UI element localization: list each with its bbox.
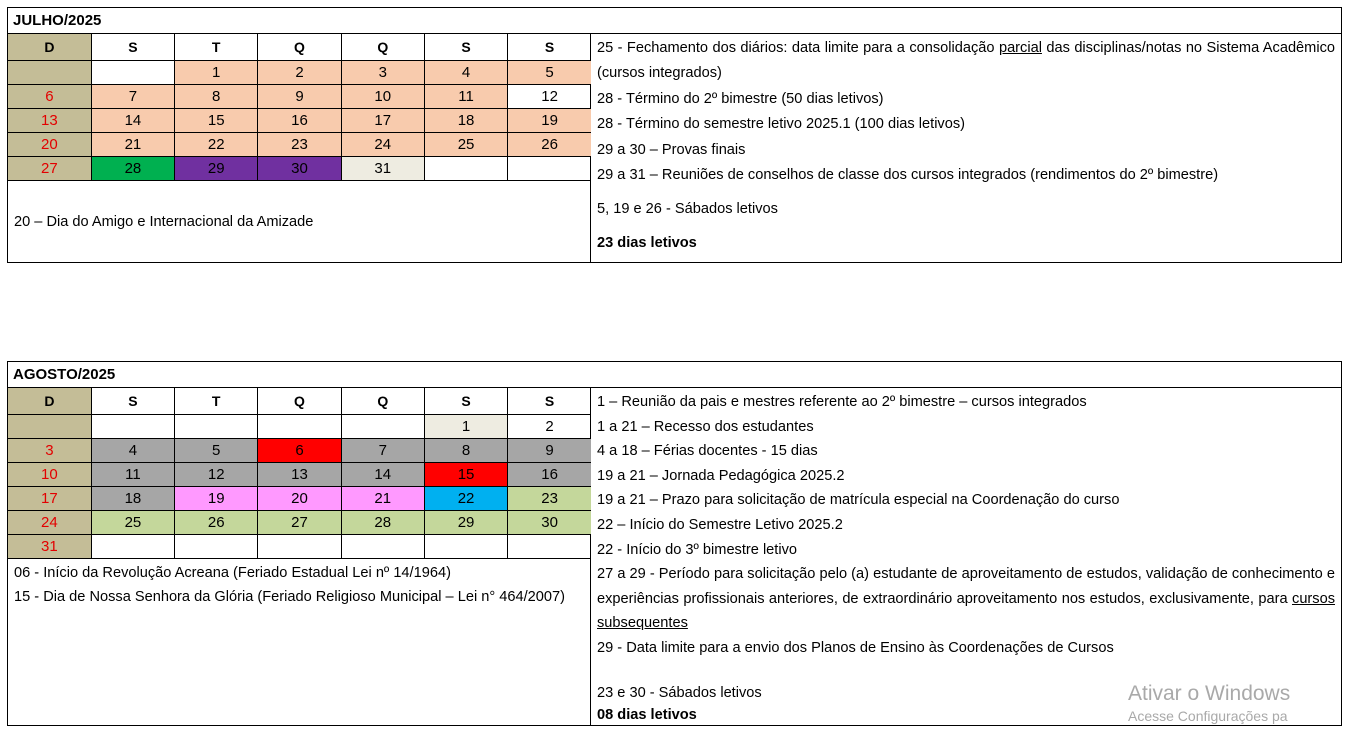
august-week-row — [8, 511, 591, 535]
august-event-6: 22 – Início do Semestre Letivo 2025.2 — [597, 516, 843, 533]
august-day-cell — [508, 535, 591, 559]
july-day-cell: 18 — [424, 109, 507, 133]
august-day-cell: 15 — [424, 463, 507, 487]
july-letivos-total: 23 dias letivos — [597, 234, 697, 251]
july-event-1 — [597, 36, 1335, 87]
july-day-cell: 21 — [91, 133, 174, 157]
august-week-row — [8, 487, 591, 511]
august-letivos-total: 08 dias letivos — [597, 707, 697, 724]
july-head-d: D — [8, 34, 91, 61]
july-events — [591, 34, 1341, 262]
july-event-1-text-end: das disciplinas/notas no Sistema Acadêmico (cursos integrados) — [597, 40, 1335, 82]
july-day-cell — [424, 157, 507, 181]
august-head-t: T — [175, 388, 258, 415]
july-day-cell: 26 — [508, 133, 591, 157]
august-events — [591, 388, 1341, 725]
august-note-2: 15 - Dia de Nossa Senhora da Glória (Feriado Religioso Municipal – Lei n° 464/2007) — [14, 589, 565, 605]
july-title: JULHO/2025 — [8, 8, 1341, 34]
july-header-row — [8, 34, 591, 61]
august-day-cell — [175, 415, 258, 439]
july-day-cell — [8, 61, 91, 85]
august-event-1: 1 – Reunião da pais e mestres referente ao 2º bimestre – cursos integrados — [597, 394, 1087, 410]
july-day-cell — [91, 61, 174, 85]
august-day-cell: 29 — [424, 511, 507, 535]
august-day-cell: 21 — [341, 487, 424, 511]
july-day-cell: 28 — [91, 157, 174, 181]
august-day-cell: 3 — [8, 439, 91, 463]
july-day-cell: 29 — [175, 157, 258, 181]
august-day-cell: 16 — [508, 463, 591, 487]
august-day-cell: 20 — [258, 487, 341, 511]
july-head-s1: S — [91, 34, 174, 61]
july-day-cell: 5 — [508, 61, 591, 85]
august-event-10: 23 e 30 - Sábados letivos — [597, 684, 762, 701]
july-day-cell: 19 — [508, 109, 591, 133]
july-day-cell: 1 — [175, 61, 258, 85]
july-day-cell: 7 — [91, 85, 174, 109]
august-day-cell: 17 — [8, 487, 91, 511]
august-header-row — [8, 388, 591, 415]
july-day-cell: 11 — [424, 85, 507, 109]
july-day-cell: 20 — [8, 133, 91, 157]
august-event-8-text: 27 a 29 - Período para solicitação pelo (a) estudante de aproveitamento de estudos, validação de conhecimento e experiências profissionais anteriores, de extraordinário aproveitamento nos estudos, exclusivamente, para — [597, 566, 1335, 607]
july-day-cell: 8 — [175, 85, 258, 109]
august-day-cell — [91, 535, 174, 559]
august-day-cell: 1 — [424, 415, 507, 439]
august-day-cell — [175, 535, 258, 559]
august-day-cell: 9 — [508, 439, 591, 463]
july-day-cell: 14 — [91, 109, 174, 133]
july-week-row — [8, 133, 591, 157]
july-day-cell: 27 — [8, 157, 91, 181]
july-day-cell: 23 — [258, 133, 341, 157]
august-day-cell: 26 — [175, 511, 258, 535]
august-day-cell — [258, 415, 341, 439]
watermark-line-1: Ativar o Windows — [1128, 682, 1291, 705]
august-day-cell: 2 — [508, 415, 591, 439]
july-event-1-text: 25 - Fechamento dos diários: data limite para a consolidação — [597, 40, 999, 56]
august-day-cell: 24 — [8, 511, 91, 535]
july-event-1-underline: parcial — [998, 40, 1042, 56]
july-day-cell: 25 — [424, 133, 507, 157]
july-event-6: 5, 19 e 26 - Sábados letivos — [597, 201, 778, 218]
august-left-panel — [8, 388, 591, 725]
august-event-7: 22 - Início do 3º bimestre letivo — [597, 541, 798, 558]
july-day-cell: 24 — [341, 133, 424, 157]
august-day-cell: 18 — [91, 487, 174, 511]
august-day-cell: 28 — [341, 511, 424, 535]
august-head-d: D — [8, 388, 91, 415]
july-note: 20 – Dia do Amigo e Internacional da Amizade — [14, 213, 314, 230]
july-head-t: T — [175, 34, 258, 61]
july-head-s3: S — [508, 34, 591, 61]
august-head-q2: Q — [341, 388, 424, 415]
august-event-8 — [597, 562, 1335, 636]
july-day-cell: 31 — [341, 157, 424, 181]
august-event-4: 19 a 21 – Jornada Pedagógica 2025.2 — [597, 467, 845, 484]
august-day-cell: 12 — [175, 463, 258, 487]
july-left-panel — [8, 34, 591, 262]
august-day-cell: 11 — [91, 463, 174, 487]
july-head-s2: S — [424, 34, 507, 61]
july-day-cell: 13 — [8, 109, 91, 133]
july-event-5: 29 a 31 – Reuniões de conselhos de classe dos cursos integrados (rendimentos do 2º bimestre) — [597, 167, 1219, 184]
august-week-row — [8, 463, 591, 487]
august-head-s3: S — [508, 388, 591, 415]
august-day-cell — [424, 535, 507, 559]
august-day-cell — [91, 415, 174, 439]
august-day-cell: 6 — [258, 439, 341, 463]
july-day-cell: 10 — [341, 85, 424, 109]
august-event-3: 4 a 18 – Férias docentes - 15 dias — [597, 443, 818, 460]
august-note-1: 06 - Início da Revolução Acreana (Feriado Estadual Lei nº 14/1964) — [14, 565, 451, 581]
july-day-cell: 4 — [424, 61, 507, 85]
august-day-cell: 22 — [424, 487, 507, 511]
august-week-row — [8, 535, 591, 559]
july-day-cell: 22 — [175, 133, 258, 157]
july-day-cell — [508, 157, 591, 181]
august-event-8-underline: cursos subsequentes — [597, 590, 1335, 632]
july-notes — [8, 181, 590, 262]
august-notes — [8, 559, 590, 611]
august-head-q1: Q — [258, 388, 341, 415]
july-day-cell: 15 — [175, 109, 258, 133]
july-week-row — [8, 85, 591, 109]
august-event-2: 1 a 21 – Recesso dos estudantes — [597, 418, 814, 435]
august-week-row — [8, 439, 591, 463]
august-day-cell: 13 — [258, 463, 341, 487]
august-title: AGOSTO/2025 — [8, 362, 1341, 388]
august-day-cell — [258, 535, 341, 559]
august-day-cell: 10 — [8, 463, 91, 487]
august-day-cell: 25 — [91, 511, 174, 535]
august-head-s1: S — [91, 388, 174, 415]
july-event-4: 29 a 30 – Provas finais — [597, 141, 746, 158]
july-grid — [8, 34, 591, 181]
july-day-cell: 17 — [341, 109, 424, 133]
august-day-cell — [341, 415, 424, 439]
august-day-cell: 8 — [424, 439, 507, 463]
august-head-s2: S — [424, 388, 507, 415]
august-day-cell: 23 — [508, 487, 591, 511]
july-day-cell: 2 — [258, 61, 341, 85]
august-calendar — [7, 361, 1342, 726]
july-day-cell: 3 — [341, 61, 424, 85]
watermark-line-2: Acesse Configurações pa — [1128, 708, 1288, 724]
august-day-cell: 30 — [508, 511, 591, 535]
august-day-cell — [8, 415, 91, 439]
july-day-cell: 12 — [508, 85, 591, 109]
july-event-2: 28 - Término do 2º bimestre (50 dias letivos) — [597, 90, 884, 107]
july-week-row — [8, 61, 591, 85]
july-head-q1: Q — [258, 34, 341, 61]
august-grid — [8, 388, 591, 559]
july-head-q2: Q — [341, 34, 424, 61]
july-calendar — [7, 7, 1342, 263]
july-day-cell: 9 — [258, 85, 341, 109]
july-week-row — [8, 109, 591, 133]
july-day-cell: 16 — [258, 109, 341, 133]
august-event-9: 29 - Data limite para a envio dos Planos de Ensino às Coordenações de Cursos — [597, 639, 1114, 656]
august-event-5: 19 a 21 – Prazo para solicitação de matrícula especial na Coordenação do curso — [597, 492, 1120, 509]
august-day-cell: 14 — [341, 463, 424, 487]
august-day-cell: 5 — [175, 439, 258, 463]
august-day-cell: 27 — [258, 511, 341, 535]
july-day-cell: 6 — [8, 85, 91, 109]
july-day-cell: 30 — [258, 157, 341, 181]
july-event-3: 28 - Término do semestre letivo 2025.1 (100 dias letivos) — [597, 116, 966, 133]
august-day-cell: 19 — [175, 487, 258, 511]
august-day-cell — [341, 535, 424, 559]
august-week-row — [8, 415, 591, 439]
august-day-cell: 7 — [341, 439, 424, 463]
windows-activation-watermark — [1128, 681, 1290, 725]
august-day-cell: 31 — [8, 535, 91, 559]
july-week-row — [8, 157, 591, 181]
august-day-cell: 4 — [91, 439, 174, 463]
